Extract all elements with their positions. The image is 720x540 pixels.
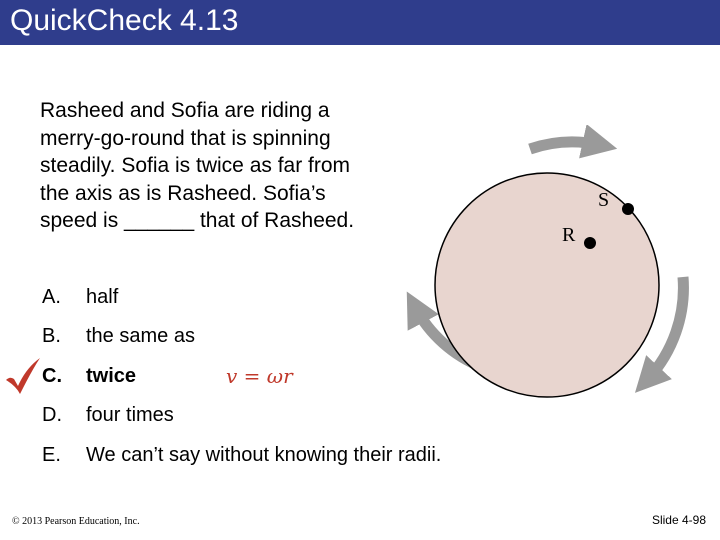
label-s: S [598, 189, 610, 211]
label-r: R [562, 224, 576, 246]
option-c [42, 365, 136, 388]
rotation-arrow-top [530, 142, 600, 149]
option-letter: C. [42, 365, 62, 387]
question-line: steadily. Sofia is twice as far from [40, 154, 351, 177]
speed-formula: v = ωr [226, 364, 293, 388]
question-line: merry-go-round that is spinning [40, 126, 331, 150]
option-letter: D. [42, 404, 62, 426]
option-text: the same as [86, 325, 195, 347]
copyright-text: © 2013 Pearson Education, Inc. [12, 516, 140, 527]
question-text [40, 97, 420, 235]
option-b [42, 325, 195, 348]
merry-go-round-diagram [400, 125, 690, 415]
option-text: four times [86, 404, 174, 426]
question-line: the axis as is Rasheed. Sofia’s [40, 181, 326, 205]
option-letter: A. [42, 286, 61, 308]
question-line: speed is ______ that of Rasheed. [40, 209, 355, 232]
option-text: We can’t say without knowing their radii. [86, 444, 442, 466]
option-text: half [86, 286, 119, 308]
title-bar [0, 0, 720, 45]
option-a [42, 286, 118, 309]
option-d [42, 404, 174, 427]
checkmark-icon [4, 356, 44, 396]
sofia-dot [622, 203, 634, 215]
option-letter: E. [42, 444, 61, 466]
slide-title: QuickCheck 4.13 [10, 4, 239, 37]
option-e [42, 444, 441, 467]
option-text: twice [86, 365, 137, 387]
slide-number: Slide 4-98 [651, 513, 706, 527]
option-letter: B. [42, 325, 61, 347]
question-line: Rasheed and Sofia are riding a [40, 99, 330, 122]
rasheed-dot [584, 237, 596, 249]
